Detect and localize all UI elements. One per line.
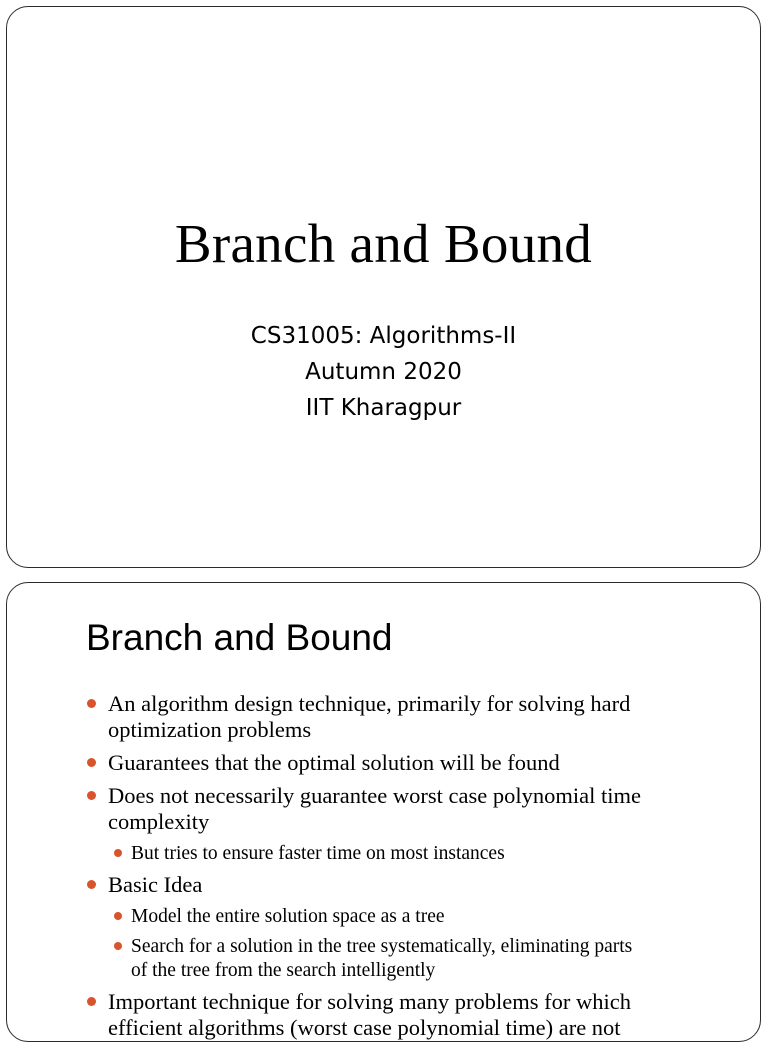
bullet-text: Basic Idea <box>108 872 203 897</box>
bullet-dot-icon <box>87 699 96 708</box>
bullet-dot-icon <box>87 880 96 889</box>
bullet-item <box>86 872 726 898</box>
bullet-item <box>86 783 726 835</box>
bullet-text: Does not necessarily guarantee worst case polynomial time <box>108 783 641 808</box>
course-name: CS31005: Algorithms-II <box>250 323 517 349</box>
bullet-dot-icon <box>87 791 96 800</box>
bullet-text: An algorithm design technique, primarily for solving hard <box>108 691 631 716</box>
bullet-item <box>86 750 726 776</box>
sub-bullet-text-continued: of the tree from the search intelligently <box>131 960 436 981</box>
bullet-text-continued: efficient algorithms (worst case polynomial time) are not <box>108 1015 621 1040</box>
sub-bullet-text: But tries to ensure faster time on most instances <box>131 843 505 864</box>
bullet-item <box>86 989 726 1041</box>
bullet-item <box>86 691 726 743</box>
sub-bullet-text: Model the entire solution space as a tree <box>131 906 445 927</box>
bullet-dot-icon <box>87 758 96 767</box>
bullet-dot-icon <box>114 849 122 857</box>
bullet-dot-icon <box>87 997 96 1006</box>
bullet-list <box>86 691 726 1048</box>
bullet-dot-icon <box>114 942 122 950</box>
content-slide <box>6 582 761 1042</box>
slide-subtitle <box>7 318 760 426</box>
title-slide <box>6 6 761 568</box>
bullet-text-continued: optimization problems <box>108 717 312 742</box>
sub-bullet-text: Search for a solution in the tree systematically, eliminating parts <box>131 936 633 957</box>
sub-bullet-item <box>86 905 726 929</box>
slide-heading: Branch and Bound <box>86 617 393 658</box>
sub-bullet-item <box>86 935 726 983</box>
slide-title: Branch and Bound <box>174 213 593 274</box>
sub-bullet-item <box>86 842 726 866</box>
bullet-text-continued: complexity <box>108 809 210 834</box>
bullet-text: Guarantees that the optimal solution will be found <box>108 750 560 775</box>
bullet-text: Important technique for solving many problems for which <box>108 989 632 1014</box>
term: Autumn 2020 <box>305 359 462 385</box>
institute: IIT Kharagpur <box>305 395 462 421</box>
bullet-dot-icon <box>114 912 122 920</box>
